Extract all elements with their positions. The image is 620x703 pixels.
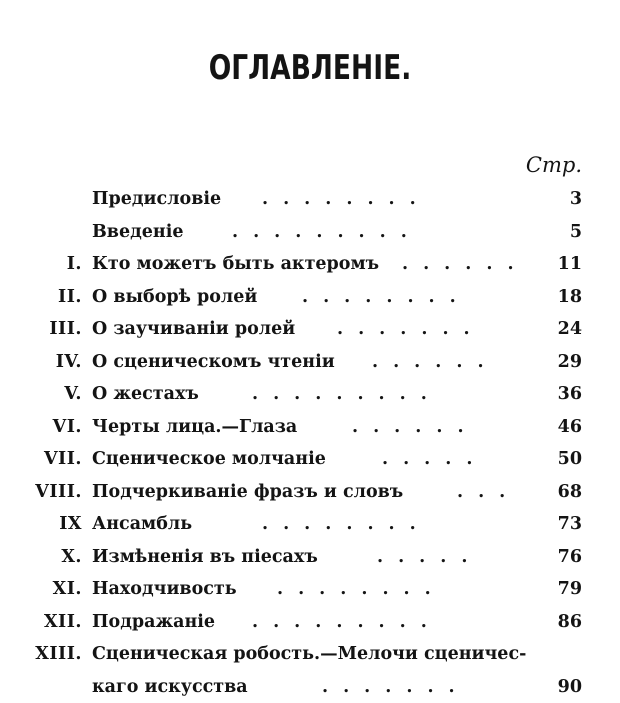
page-number: 46 — [558, 411, 582, 444]
chapter-title: О заучиваніи ролей — [92, 313, 295, 346]
toc-entry — [0, 411, 620, 444]
chapter-number: X. — [61, 541, 82, 574]
page-number: 5 — [570, 216, 582, 249]
toc-entry — [0, 638, 620, 671]
chapter-title: Кто можетъ быть актеромъ — [92, 248, 379, 281]
chapter-title: Подчеркиваніе фразъ и словъ — [92, 476, 403, 509]
chapter-number: XI. — [53, 573, 82, 606]
page-number: 29 — [558, 346, 582, 379]
page-number: 68 — [558, 476, 582, 509]
chapter-number: I. — [67, 248, 82, 281]
chapter-title: Черты лица.—Глаза — [92, 411, 297, 444]
dot-leader: ..... — [377, 541, 552, 574]
toc-entry — [0, 671, 620, 703]
dot-leader: ...... — [352, 411, 552, 444]
chapter-title: Сценическое молчаніе — [92, 443, 326, 476]
page-number: 76 — [558, 541, 582, 574]
chapter-number: IV. — [56, 346, 82, 379]
toc-entry — [0, 346, 620, 379]
page-number: 18 — [558, 281, 582, 314]
toc-entry — [0, 313, 620, 346]
chapter-number: VI. — [53, 411, 82, 444]
toc-entry — [0, 541, 620, 574]
chapter-title: О сценическомъ чтеніи — [92, 346, 335, 379]
page-title: ОГЛАВЛЕНІЕ. — [68, 48, 552, 88]
toc-entry — [0, 183, 620, 216]
dot-leader: ...... — [402, 248, 552, 281]
toc-entry — [0, 606, 620, 639]
chapter-title: Ансамбль — [92, 508, 192, 541]
dot-leader: ........ — [262, 183, 552, 216]
chapter-title: О выборѣ ролей — [92, 281, 257, 314]
dot-leader: ... — [457, 476, 552, 509]
dot-leader: ..... — [382, 443, 552, 476]
chapter-number: VIII. — [35, 476, 82, 509]
chapter-number: XIII. — [35, 638, 82, 671]
page-number: 36 — [558, 378, 582, 411]
dot-leader: ......... — [252, 606, 552, 639]
toc-entry — [0, 476, 620, 509]
table-of-contents — [0, 183, 620, 703]
dot-leader: ......... — [232, 216, 552, 249]
dot-leader: ........ — [262, 508, 552, 541]
chapter-title: каго искусства — [92, 671, 248, 703]
chapter-title: Введеніе — [92, 216, 183, 249]
chapter-title: Находчивость — [92, 573, 237, 606]
page-number: 3 — [570, 183, 582, 216]
page-number: 86 — [558, 606, 582, 639]
dot-leader: ....... — [322, 671, 552, 703]
chapter-number: IX — [59, 508, 82, 541]
chapter-title: Подражаніе — [92, 606, 215, 639]
toc-entry — [0, 248, 620, 281]
toc-entry — [0, 378, 620, 411]
chapter-title: Предисловіе — [92, 183, 221, 216]
page-number: 73 — [558, 508, 582, 541]
toc-entry — [0, 573, 620, 606]
page-number: 11 — [558, 248, 582, 281]
chapter-number: XII. — [44, 606, 82, 639]
dot-leader: ....... — [337, 313, 552, 346]
page-number: 90 — [558, 671, 582, 703]
page-column-label: Стр. — [526, 153, 582, 177]
page-number: 50 — [558, 443, 582, 476]
toc-entry — [0, 281, 620, 314]
chapter-number: VII. — [44, 443, 82, 476]
dot-leader: ........ — [302, 281, 552, 314]
chapter-title: О жестахъ — [92, 378, 199, 411]
toc-entry — [0, 508, 620, 541]
chapter-title: Сценическая робость.—Мелочи сценичес- — [92, 638, 526, 671]
chapter-number: V. — [64, 378, 82, 411]
chapter-title: Измѣненія въ піесахъ — [92, 541, 318, 574]
chapter-number: II. — [58, 281, 82, 314]
page-number: 79 — [558, 573, 582, 606]
dot-leader: ........ — [277, 573, 552, 606]
dot-leader: ...... — [372, 346, 552, 379]
toc-entry — [0, 216, 620, 249]
chapter-number: III. — [49, 313, 82, 346]
dot-leader: ......... — [252, 378, 552, 411]
page-number: 24 — [558, 313, 582, 346]
toc-entry — [0, 443, 620, 476]
